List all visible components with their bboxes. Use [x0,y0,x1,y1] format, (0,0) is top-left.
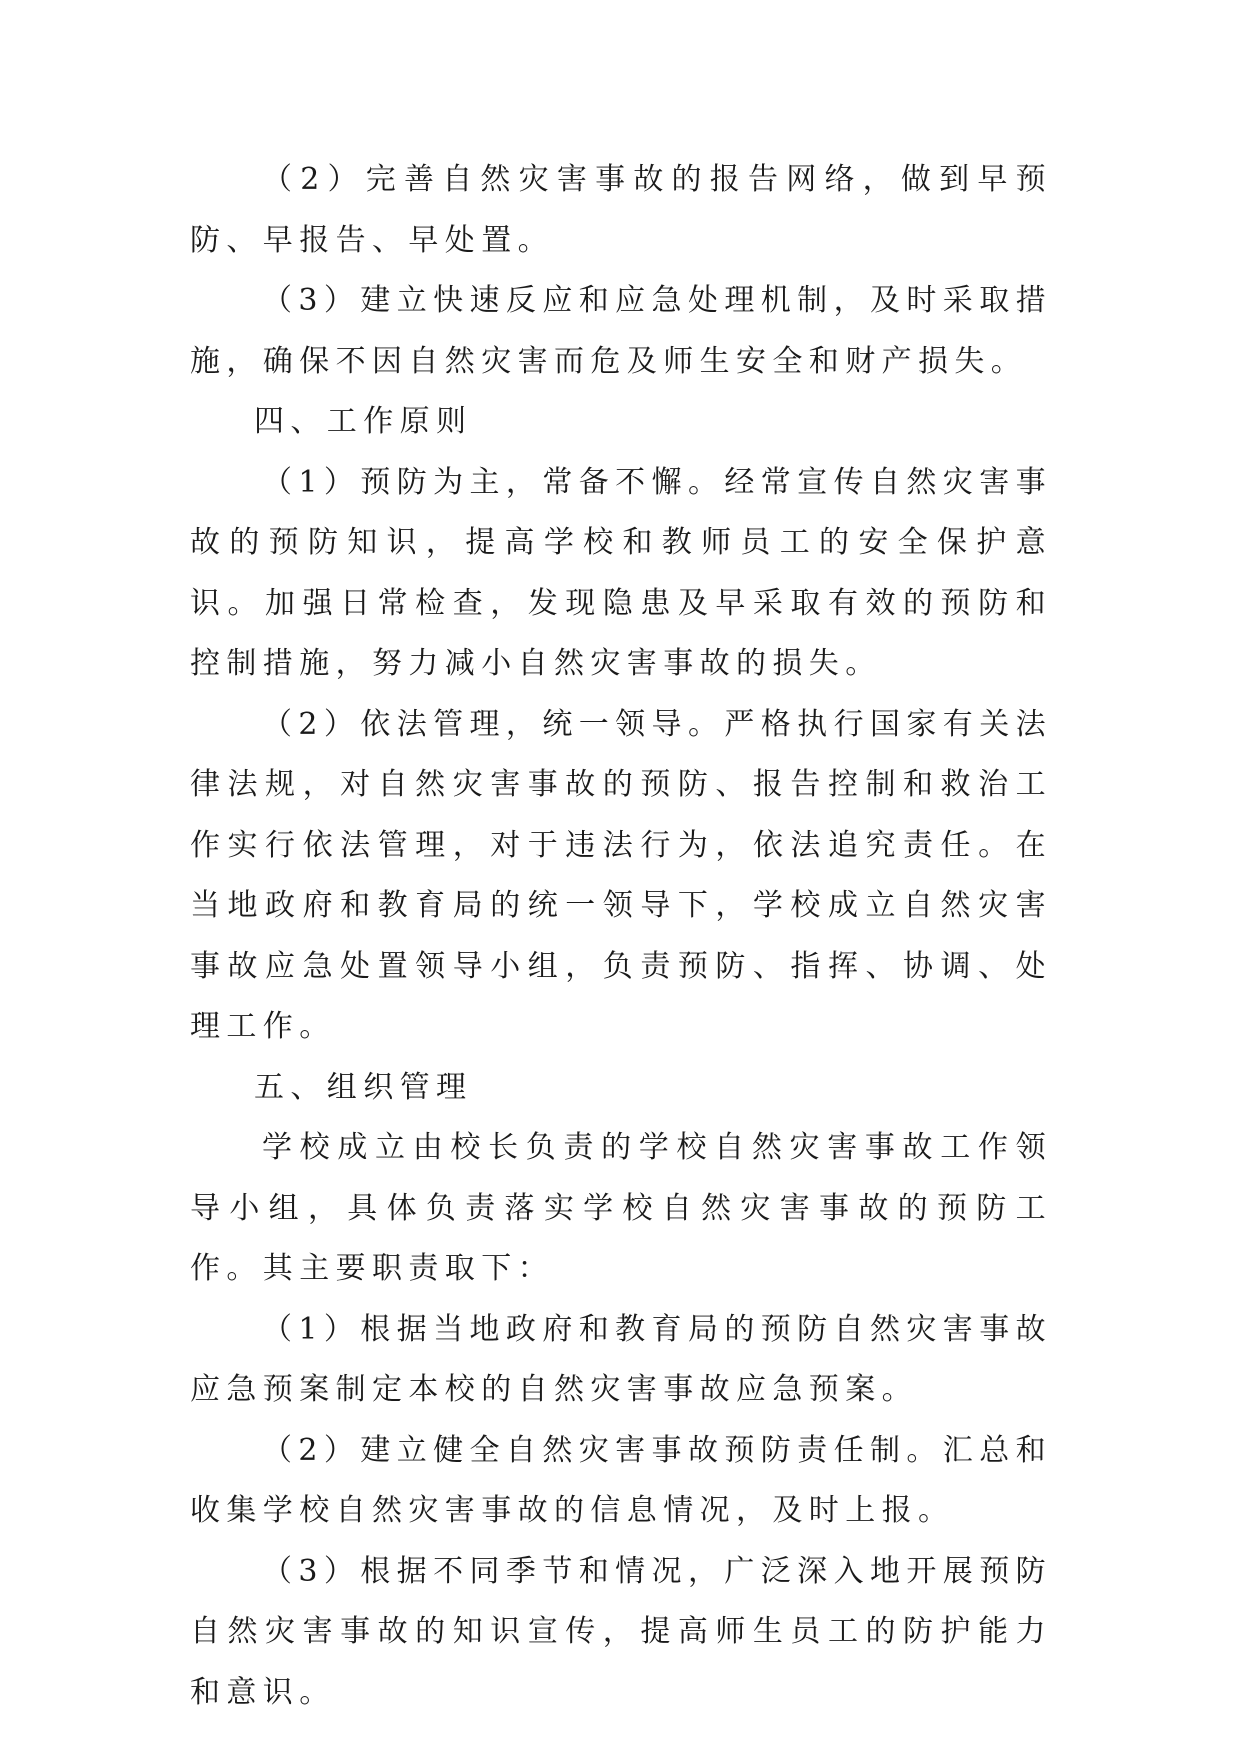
paragraph-report-network: （2）完善自然灾害事故的报告网络，做到早预防、早报告、早处置。 [190,162,1052,258]
document-page [190,150,1052,1723]
paragraph-knowledge-campaign: （3）根据不同季节和情况，广泛深入地开展预防自然灾害事故的知识宣传，提高师生员工的防护能力和意识。 [190,1553,1052,1710]
paragraph-rapid-response: （3）建立快速反应和应急处理机制，及时采取措施，确保不因自然灾害而危及师生安全和财产损失。 [190,283,1052,379]
section-heading-organization: 五、组织管理 [254,1069,473,1105]
section-heading-work-principles: 四、工作原则 [254,404,473,439]
paragraph-responsibility-system: （2）建立健全自然灾害事故预防责任制。汇总和收集学校自然灾害事故的信息情况，及时上报。 [190,1432,1052,1528]
paragraph-prevention-first: （1）预防为主，常备不懈。经常宣传自然灾害事故的预防知识，提高学校和教师员工的安全保护意识。加强日常检查，发现隐患及早采取有效的预防和控制措施，努力减小自然灾害事故的损失。 [190,464,1052,681]
paragraph-emergency-plan: （1）根据当地政府和教育局的预防自然灾害事故应急预案制定本校的自然灾害事故应急预案。 [190,1311,1052,1407]
paragraph-lawful-management: （2）依法管理，统一领导。严格执行国家有关法律法规，对自然灾害事故的预防、报告控制和救治工作实行依法管理，对于违法行为，依法追究责任。在当地政府和教育局的统一领导下，学校成立自然灾害事故应急处置领导小组，负责预防、指挥、协调、处理工作。 [190,706,1052,1044]
paragraph-leadership-group: 学校成立由校长负责的学校自然灾害事故工作领导小组，具体负责落实学校自然灾害事故的预防工作。其主要职责取下： [190,1130,1052,1286]
